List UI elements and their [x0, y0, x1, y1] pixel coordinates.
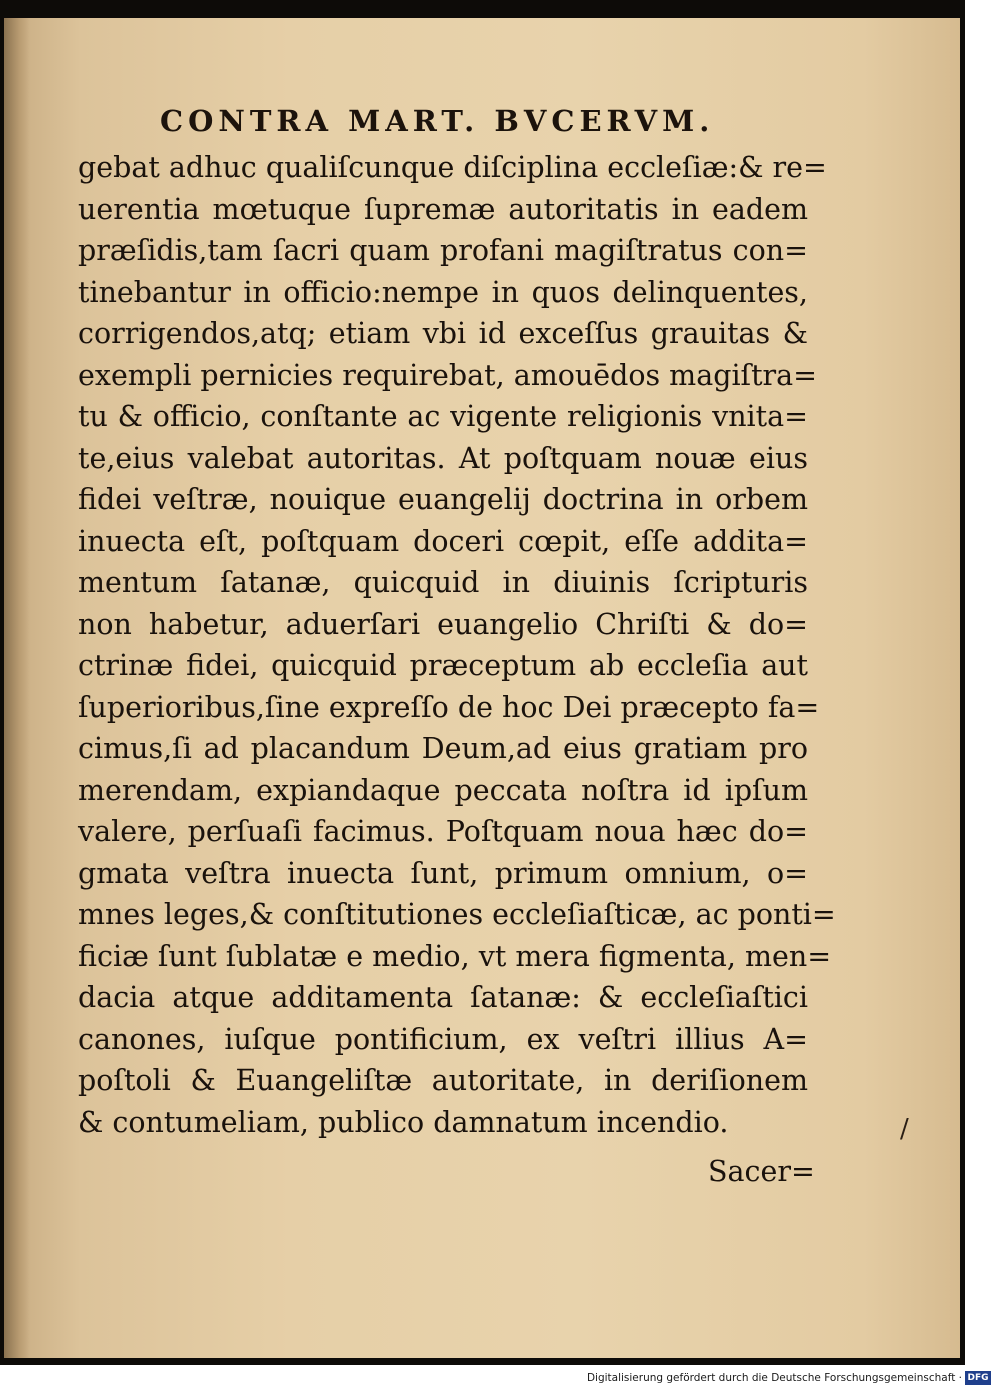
margin-mark: /	[900, 1114, 909, 1144]
catchword: Sacer=	[708, 1155, 815, 1188]
text-line: te,eius valebat autoritas. At poſtquam nouæ eius	[78, 441, 808, 475]
text-line: dacia atque additamenta ſatanæ: & eccleſiaſtici	[78, 981, 808, 1014]
text-line: tinebantur in officio:nempe in quos delinquentes,	[78, 275, 808, 309]
text-line: mentum ſatanæ, quicquid in diuinis ſcripturis	[78, 566, 808, 599]
text-line: & contumeliam, publico damnatum incendio.	[78, 1105, 729, 1139]
text-line: valere, perſuaſi facimus. Poſtquam noua hæc do=	[78, 815, 808, 848]
text-line: exempli pernicies requirebat, amouēdos magiſtra=	[78, 358, 818, 392]
text-line: ficiæ ſunt ſublatæ e medio, vt mera figmenta, men=	[78, 939, 832, 973]
text-line: gebat adhuc qualiſcunque diſciplina eccleſiæ:& re=	[78, 151, 827, 184]
text-line: mnes leges,& conſtitutiones eccleſiaſticæ, ac ponti=	[78, 898, 836, 931]
running-head: CONTRA MART. BVCERVM.	[160, 104, 715, 138]
text-line: gmata veſtra inuecta ſunt, primum omnium, o=	[78, 856, 808, 890]
text-line: poſtoli & Euangeliſtæ autoritate, in deriſionem	[78, 1064, 808, 1097]
text-line: præſidis,tam ſacri quam profani magiſtratus con=	[78, 234, 808, 267]
text-line: tu & officio, conſtante ac vigente religionis vnita=	[78, 400, 808, 433]
text-line: fidei veſtræ, nouique euangelij doctrina in orbem	[78, 483, 808, 516]
text-line: non habetur, aduerſari euangelio Chriſti & do=	[78, 607, 808, 641]
text-line: cimus,ſi ad placandum Deum,ad eius gratiam pro	[78, 732, 808, 765]
text-line: ctrinæ fidei, quicquid præceptum ab eccleſia aut	[78, 649, 808, 682]
text-block	[78, 147, 836, 1143]
dfg-logo: DFG	[965, 1371, 991, 1385]
text-line: ſuperioribus,ſine expreſſo de hoc Dei præcepto fa=	[78, 690, 820, 724]
text-line: merendam, expiandaque peccata noſtra id ipſum	[78, 773, 808, 807]
text-line: inuecta eſt, poſtquam doceri cœpit, eſſe addita=	[78, 524, 808, 558]
text-line: corrigendos,atq; etiam vbi id exceſſus grauitas &	[78, 317, 808, 350]
binding-gutter	[4, 18, 30, 1358]
text-line: uerentia mœtuque ſupremæ autoritatis in eadem	[78, 192, 808, 226]
text-line: canones, iuſque pontificium, ex veſtri illius A=	[78, 1022, 808, 1056]
digitization-credit: Digitalisierung gefördert durch die Deutsche Forschungsgemeinschaft ·	[586, 1372, 962, 1384]
